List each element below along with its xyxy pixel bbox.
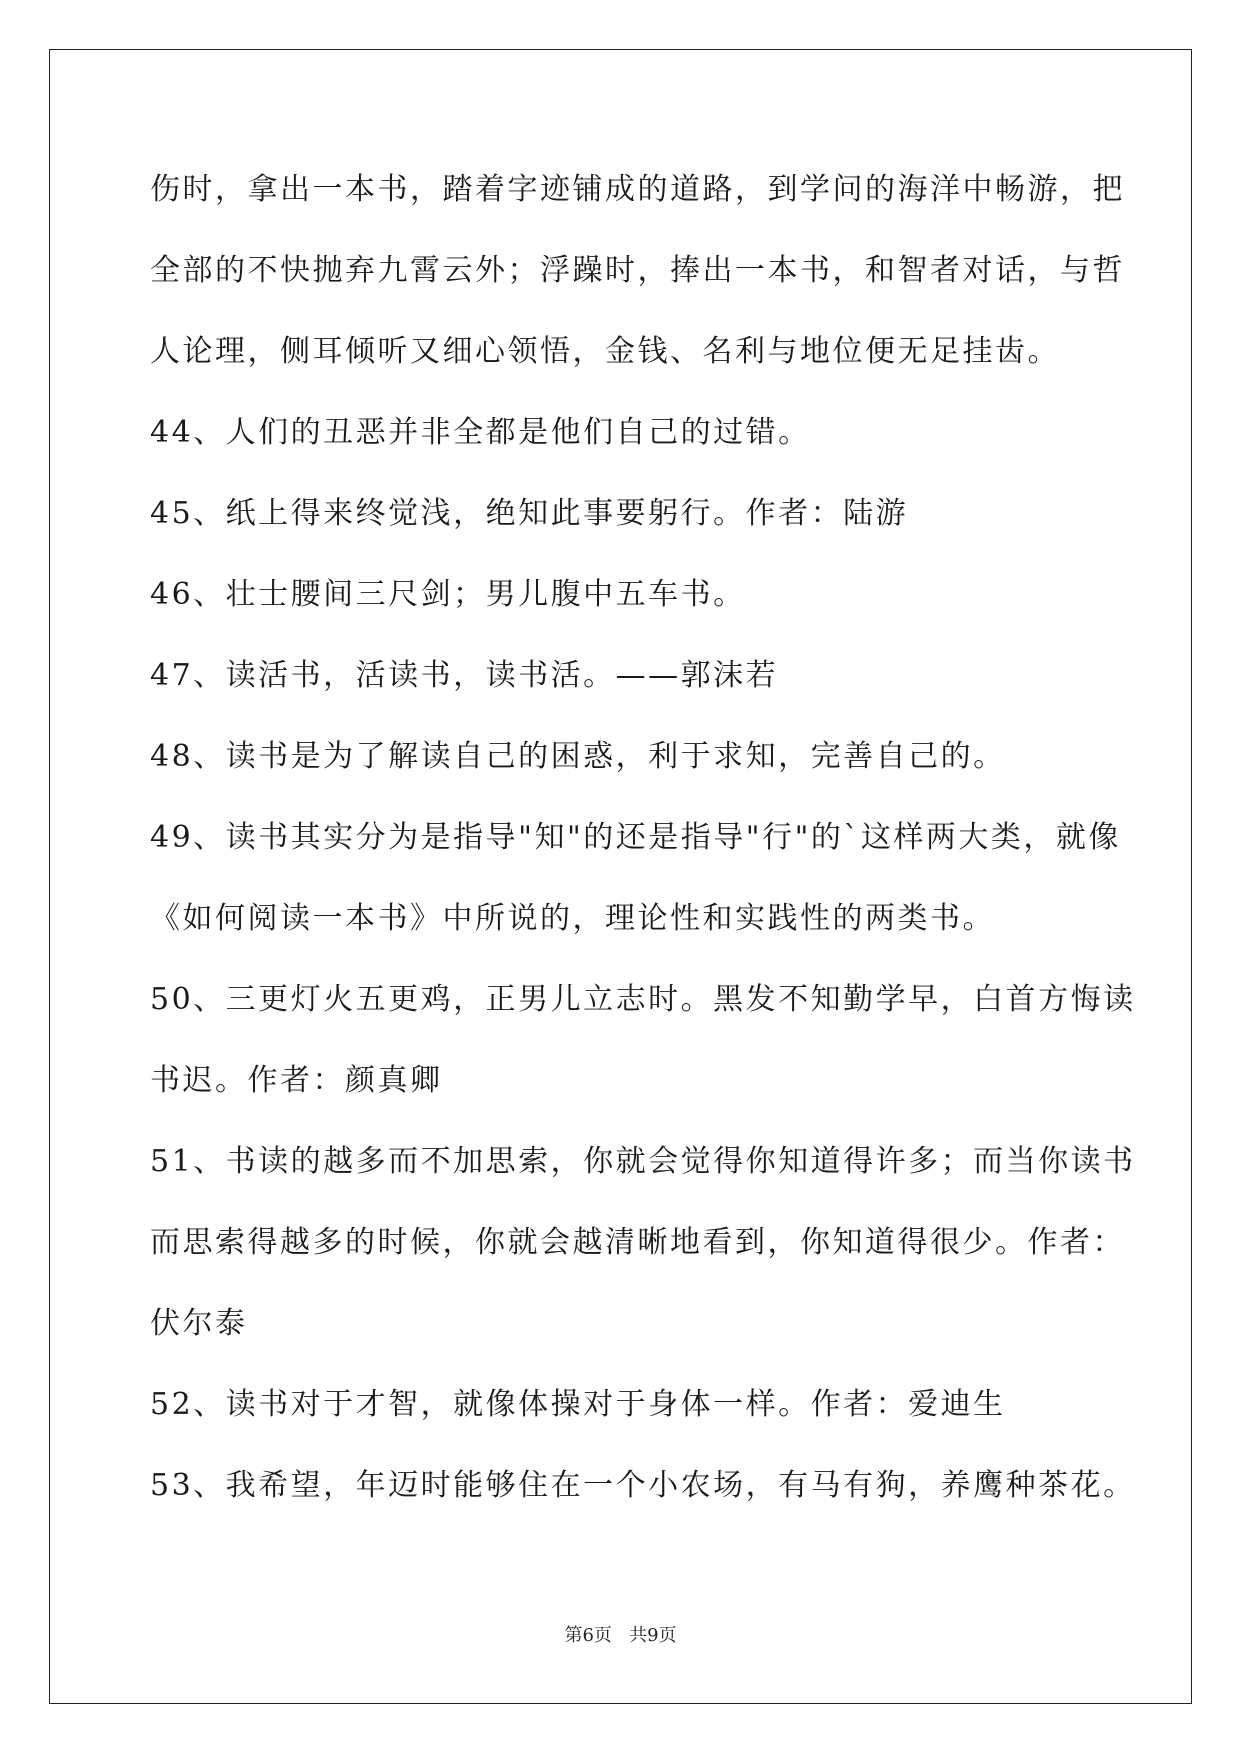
document-body [150,164,1136,1541]
text-line: 书迟。作者：颜真卿 [150,1063,443,1098]
text-line: 而思索得越多的时候，你就会越清晰地看到，你知道得很少。作者： [150,1225,1125,1260]
text-line: 49、读书其实分为是指导"知"的还是指导"行"的`这样两大类，就像 [150,820,1121,855]
text-line: 全部的不快抛弃九霄云外；浮躁时，捧出一本书，和智者对话，与哲 [150,253,1125,288]
text-line: 《如何阅读一本书》中所说的，理论性和实践性的两类书。 [150,901,995,936]
text-line: 伏尔泰 [150,1306,248,1341]
text-line: 人论理，侧耳倾听又细心领悟，金钱、名利与地位便无足挂齿。 [150,334,1060,369]
text-line: 47、读活书，活读书，读书活。——郭沫若 [150,658,779,693]
text-line: 48、读书是为了解读自己的困惑，利于求知，完善自己的。 [150,739,1006,774]
text-line: 伤时，拿出一本书，踏着字迹铺成的道路，到学问的海洋中畅游，把 [150,172,1125,207]
text-line: 45、纸上得来终觉浅，绝知此事要躬行。作者：陆游 [150,496,909,531]
text-line: 52、读书对于才智，就像体操对于身体一样。作者：爱迪生 [150,1387,1006,1422]
text-line: 46、壮士腰间三尺剑；男儿腹中五车书。 [150,577,746,612]
page-number: 第6页 共9页 [564,1625,677,1646]
text-line: 44、人们的丑恶并非全都是他们自己的过错。 [150,415,811,450]
text-line: 50、三更灯火五更鸡，正男儿立志时。黑发不知勤学早，白首方悔读 [150,982,1136,1017]
text-line: 53、我希望，年迈时能够住在一个小农场，有马有狗，养鹰种茶花。 [150,1468,1136,1503]
text-line: 51、书读的越多而不加思索，你就会觉得你知道得许多；而当你读书 [150,1144,1136,1179]
